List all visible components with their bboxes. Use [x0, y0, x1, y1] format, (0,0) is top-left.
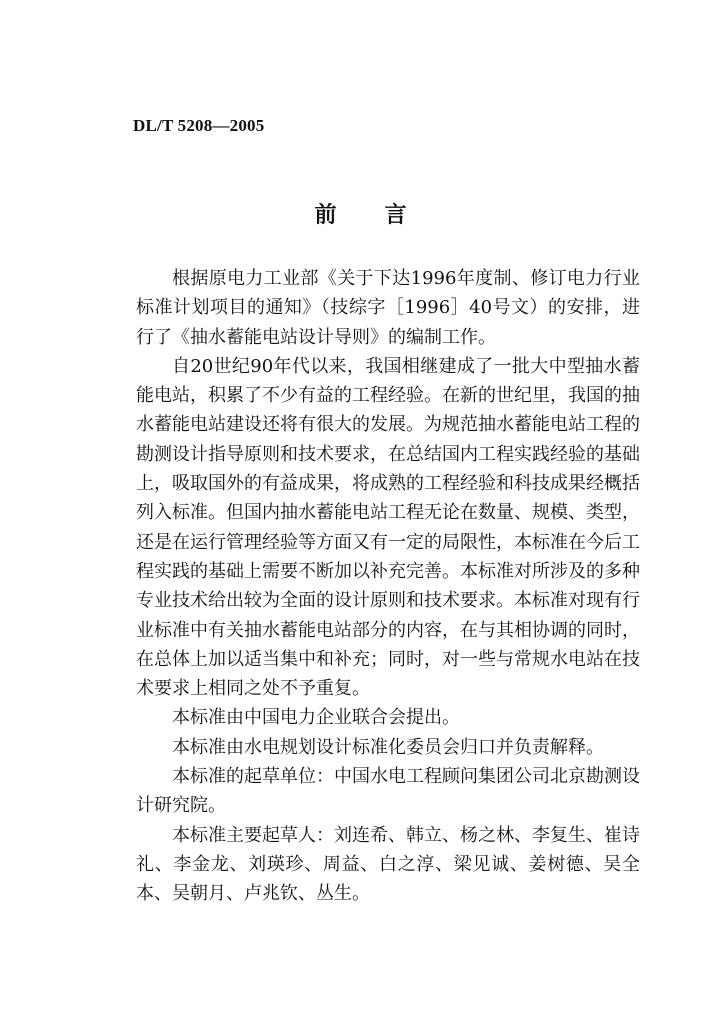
paragraph-1: 根据原电力工业部《关于下达1996年度制、修订电力行业标准计划项目的通知》（技综字［1996］40号文）的安排，进行了《抽水蓄能电站设计导则》的编制工作。	[136, 268, 640, 348]
paragraph-5: 本标准的起草单位：中国水电工程顾问集团公司北京勘测设计研究院。	[136, 766, 640, 817]
body-text	[136, 264, 640, 909]
paragraph-2: 自20世纪90年代以来，我国相继建成了一批大中型抽水蓄能电站，积累了不少有益的工程经验。在新的世纪里，我国的抽水蓄能电站建设还将有很大的发展。为规范抽水蓄能电站工程的勘测设计指导原则和技术要求，在总结国内工程实践经验的基础上，吸取国外的有益成果，将成熟的工程经验和科技成果经概括列入标准。但国内抽水蓄能电站工程无论在数量、规模、类型，还是在运行管理经验等方面又有一定的局限性，本标准在今后工程实践的基础上需要不断加以补充完善。本标准对所涉及的多种专业技术给出较为全面的设计原则和技术要求。本标准对现有行业标准中有关抽水蓄能电站部分的内容，在与其相协调的同时，在总体上加以适当集中和补充；同时，对一些与常规水电站在技术要求上相同之处不予重复。	[136, 355, 640, 700]
paragraph-4: 本标准由水电规划设计标准化委员会归口并负责解释。	[172, 736, 604, 758]
paragraph-6: 本标准主要起草人：刘连希、韩立、杨之林、李复生、崔诗礼、李金龙、刘瑛珍、周益、白之淳、梁见诚、姜树德、吴全本、吴朝月、卢兆钦、丛生。	[136, 824, 640, 905]
document-code: DL/T 5208—2005	[133, 116, 265, 135]
title-char-2: 言	[384, 202, 407, 228]
page-title	[0, 198, 721, 229]
title-char-1: 前	[314, 202, 337, 228]
paragraph-3: 本标准由中国电力企业联合会提出。	[172, 707, 460, 729]
